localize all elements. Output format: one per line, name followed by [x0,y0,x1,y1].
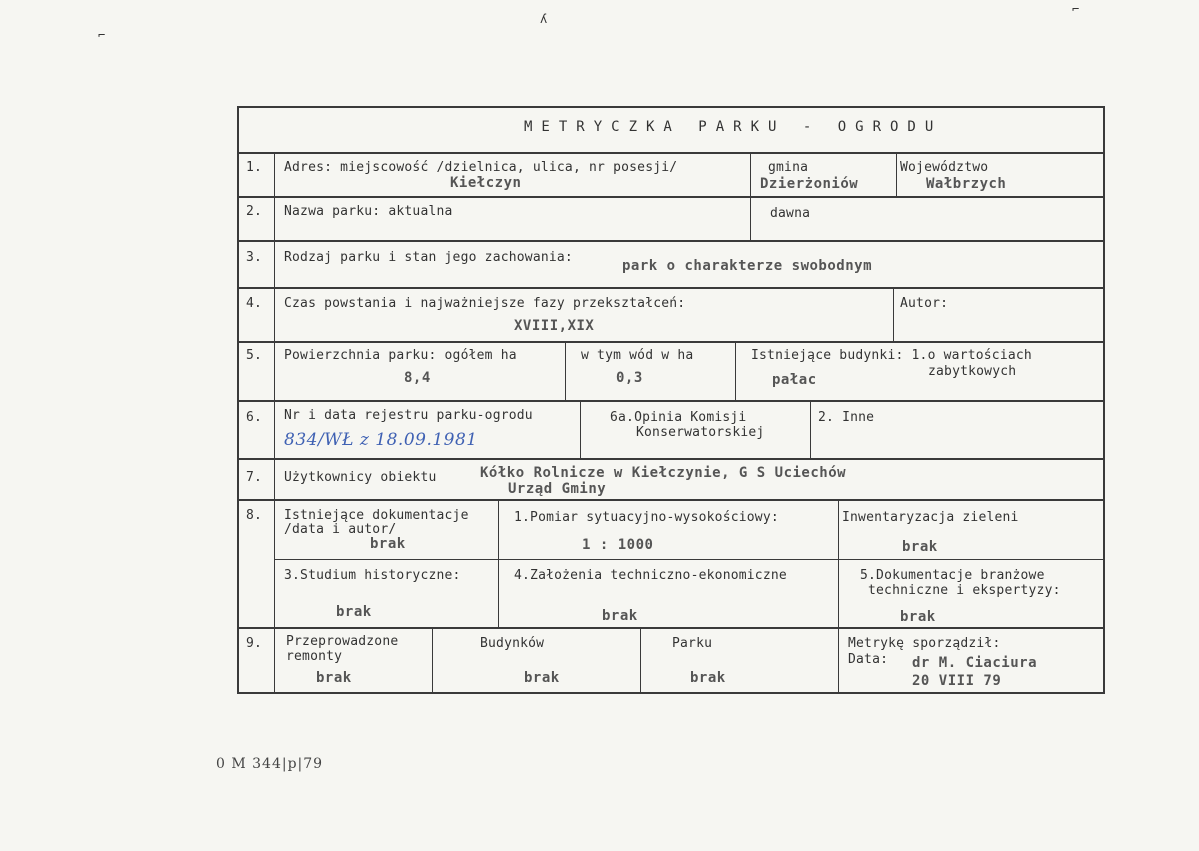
survey-label: 1.Pomiar sytuacyjno-wysokościowy: [514,510,779,525]
area-value: 8,4 [404,370,431,386]
row-number: 1. [246,160,263,175]
users-label: Użytkownicy obiektu [284,470,437,485]
park-type-label: Rodzaj parku i stan jego zachowania: [284,250,573,265]
renovations-label: Przeprowadzone [286,634,399,649]
tech-economic-label: 4.Założenia techniczno-ekonomiczne [514,568,787,583]
users-value-cont: Urząd Gminy [508,481,607,497]
renovations-label-cont: remonty [286,649,343,664]
gmina-label: gmina [768,160,809,175]
form-title: METRYCZKA PARKU - OGRODU [524,119,943,135]
wojewodztwo-value: Wałbrzych [926,176,1007,192]
commission-opinion-label: 6a.Opinia Komisji [610,410,747,425]
tech-economic-value: brak [602,608,638,624]
gmina-value: Dzierżoniów [760,176,859,192]
row-number: 5. [246,348,263,363]
users-value: Kółko Rolnicze w Kiełczynie, G S Uciechów [480,465,847,481]
former-name-label: dawna [770,206,811,221]
other-label: 2. Inne [818,410,875,425]
park-renovation-label: Parku [672,636,713,651]
water-area-value: 0,3 [616,370,643,386]
greenery-inventory-value: brak [902,539,938,555]
stray-mark: ⌐ [98,28,106,42]
register-value: 834/WŁ z 18.09.1981 [284,430,478,450]
documentation-label: Istniejące dokumentacje [284,508,469,523]
park-name-label: Nazwa parku: aktualna [284,204,453,219]
prepared-by-label: Metrykę sporządził: [848,636,1001,651]
archive-note: 0 M 344|p|79 [216,756,324,772]
wojewodztwo-label: Województwo [900,160,989,175]
buildings-value: pałac [772,372,817,388]
creation-time-value: XVIII,XIX [514,318,595,334]
branch-docs-label: 5.Dokumentacje branżowe [860,568,1045,583]
commission-opinion-label-cont: Konserwatorskiej [636,425,765,440]
stray-mark: ʎ [540,12,548,26]
buildings-label-cont: zabytkowych [928,364,1017,379]
date-label: Data: [848,652,889,667]
documentation-label-cont: /data i autor/ [284,522,397,537]
author-label: Autor: [900,296,949,311]
survey-value: 1 : 1000 [582,537,654,553]
buildings-label: Istniejące budynki: 1.o wartościach [751,348,1032,363]
date-value: 20 VIII 79 [912,673,1002,689]
branch-docs-value: brak [900,609,936,625]
row-number: 2. [246,204,263,219]
register-label: Nr i data rejestru parku-ogrodu [284,408,533,423]
park-type-value: park o charakterze swobodnym [622,258,873,274]
row-number: 8. [246,508,263,523]
buildings-renovation-label: Budynków [480,636,545,651]
row-number: 9. [246,636,263,651]
address-value: Kiełczyn [450,175,522,191]
row-number: 7. [246,470,263,485]
water-area-label: w tym wód w ha [581,348,694,363]
park-renovation-value: brak [690,670,726,686]
area-label: Powierzchnia parku: ogółem ha [284,348,517,363]
creation-time-label: Czas powstania i najważniejsze fazy przekształceń: [284,296,686,311]
greenery-inventory-label: Inwentaryzacja zieleni [842,510,1019,525]
row-number: 3. [246,250,263,265]
buildings-renovation-value: brak [524,670,560,686]
historical-study-value: brak [336,604,372,620]
historical-study-label: 3.Studium historyczne: [284,568,461,583]
row-number: 6. [246,410,263,425]
prepared-by-value: dr M. Ciaciura [912,655,1038,671]
branch-docs-label-cont: techniczne i ekspertyzy: [868,583,1061,598]
documentation-value: brak [370,536,406,552]
renovations-value: brak [316,670,352,686]
row-number: 4. [246,296,263,311]
address-label: Adres: miejscowość /dzielnica, ulica, nr posesji/ [284,160,678,175]
stray-mark: ⌐ [1072,2,1080,16]
